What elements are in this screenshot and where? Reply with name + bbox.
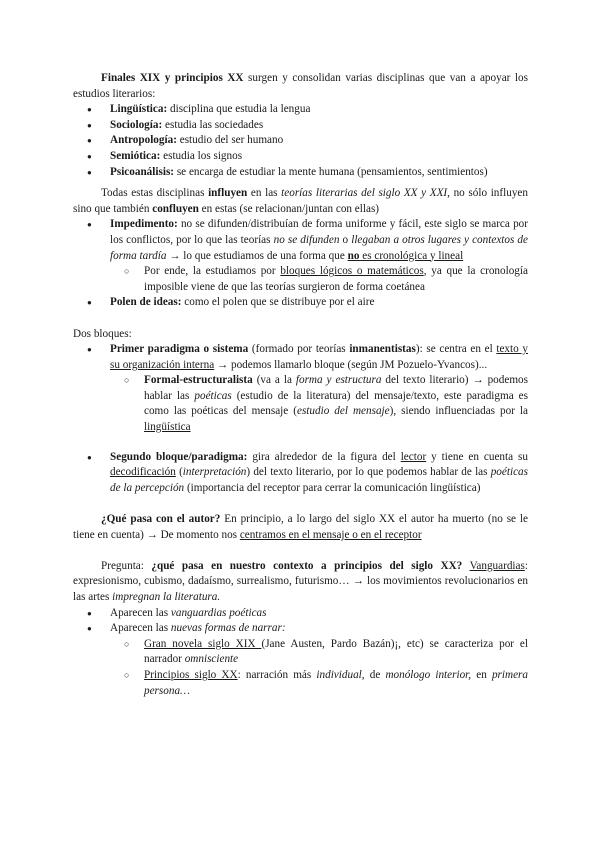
italic: nuevas formas de narrar: [170,622,286,635]
desc: estudia los signos [160,149,243,162]
italic: estudio del mensaje [296,405,390,418]
list-item-principios [110,668,528,699]
text: → lo que estudiamos de una forma que [166,249,348,262]
disciplines-list [73,102,528,180]
term: Antropología: [110,134,177,147]
text: del texto literario) → podemos hablar las [144,374,528,402]
list-item [73,606,528,622]
text: → podemos llamarlo bloque (según JM Pozuelo-Yvancos)... [214,358,488,371]
italic: teorías literarias del siglo XX y XXI, [281,187,450,200]
desc: como el polen que se distribuye por el aire [181,296,375,309]
list-item [73,621,528,699]
bold: confluyen [152,202,199,215]
list-item [73,102,528,118]
text: (Jane Austen, Pardo Bazán)¡, etc) se caracteriza por el narrador [144,637,529,666]
intro-text: surgen y consolidan varias disciplinas que van a apoyar los estudios literarios: [73,72,528,100]
text [462,560,469,572]
term: Semiótica: [110,149,161,162]
list-item-polen [73,295,528,311]
aparecen-list [73,606,528,700]
underline: lector [400,450,427,463]
term: Impedimento: [110,218,178,231]
sub-list [110,264,528,295]
text: ), siendo influenciadas por la [389,405,528,418]
list-item [73,133,528,149]
desc: estudio del ser humano [176,134,284,147]
text: o [339,233,352,246]
text: Todas estas disciplinas [101,187,209,200]
list-item-primer [73,342,528,436]
underline: decodificación [110,466,176,479]
term: Sociología: [110,118,163,131]
text: en estas (se relacionan/juntan con ellas) [198,202,380,215]
italic: poéticas de la percepción [110,466,528,494]
text: no se difunden/distribuían de forma uniforme y fácil, este siglo se marca por los conflictos, por lo que las teorías [110,218,528,246]
text: Aparecen las [110,622,171,635]
underline: bloques lógicos o matemáticos [280,265,424,278]
italic: poéticas [194,389,232,402]
underline: Principios siglo XX [144,668,238,681]
list-item-por-ende [110,264,528,295]
bold-underline: no [347,249,360,262]
text: En principio, a lo largo del siglo XX el autor ha muerto (no se le tiene en cuenta) → De momento nos [73,513,528,541]
question: ¿Qué pasa con el autor? [101,513,221,526]
sub-list [110,637,528,699]
text: ( [175,466,183,479]
text: ) del texto literario, por lo que podemos hablar de las [246,466,491,479]
italic: vanguardias poéticas [170,606,267,619]
italic: interpretación [182,466,247,479]
text: en [471,668,492,681]
italic: primera persona… [144,668,528,697]
desc: disciplina que estudia la lengua [167,103,311,116]
dos-bloques-heading: Dos bloques: [73,327,132,340]
text: en las [247,187,282,200]
text: y tiene en cuenta su [426,450,528,463]
list-item-impedimento [73,217,528,295]
desc: se encarga de estudiar la mente humana (pensamientos, sentimientos) [174,165,488,178]
desc: estudia las sociedades [162,118,264,131]
list-item [73,165,528,181]
text: (va a la [252,374,296,387]
italic: forma y estructura [295,374,382,387]
text: : narración más [237,668,317,681]
underline: es cronológica y lineal [359,249,464,262]
italic: individual [316,668,362,681]
intro-paragraph [73,71,528,102]
text: Pregunta: [101,559,152,572]
autor-paragraph [73,512,528,543]
list-item [73,149,528,165]
term: Polen de ideas: [110,296,182,309]
term: Lingüística: [110,103,168,116]
text: (estudio de la literatura) del mensaje/texto, este paradigma es como las poéticas del mensaje ( [144,389,528,418]
bold: ¿qué pasa en nuestro contexto a principios del siglo XX? [151,559,463,572]
text: (formado por teorías [248,343,350,356]
italic: no se difunden [273,233,340,246]
document-page [73,71,528,699]
bold: influyen [208,187,248,200]
intro-lead: Finales XIX y principios XX [101,72,244,84]
underline: texto y su organización interna [110,343,529,371]
italic: impregnan la literatura. [112,591,221,603]
text: (importancia del receptor para cerrar la comunicación lingüística) [184,481,481,494]
underline: lingüística [144,421,191,434]
italic: omnisciente [184,653,239,666]
bold: inmanentistas [349,343,416,356]
text: , ya que la cronología imposible viene de que las teorías surgieron de forma coetánea [144,265,528,293]
influence-list [73,217,528,311]
text: Aparecen las [110,606,171,619]
list-item-gran-novela [110,637,528,668]
term: Segundo bloque/paradigma: [110,450,248,463]
italic: monólogo interior, [385,668,472,681]
text: , de [361,668,386,681]
text: : expresionismo, cubismo, dadaísmo, surrealismo, futurismo… → los movimientos revolucionarios en las artes [73,559,528,603]
text: ): se centra en el [415,343,497,356]
text: Por ende, la estudiamos por [144,265,281,278]
text: no sólo influyen sino que también [73,187,528,215]
underline: Vanguardias [469,559,525,572]
italic: llegaban a otros lugares y contextos de forma tardía [110,233,528,262]
term: Primer paradigma o sistema [110,343,249,356]
list-item-segundo [73,450,528,497]
list-item [73,118,528,134]
term: Psicoanálisis: [110,165,175,178]
sub-list [110,373,528,435]
underline: centramos en el mensaje o en el receptor [239,528,422,541]
underline: Gran novela siglo XIX [144,637,262,650]
pregunta-paragraph [73,559,528,606]
text: gira alrededor de la figura del [247,450,401,463]
influence-paragraph [73,186,528,217]
blocks-list [73,342,528,496]
term: Formal-estructuralista [144,374,253,387]
list-item-formal [110,373,528,435]
